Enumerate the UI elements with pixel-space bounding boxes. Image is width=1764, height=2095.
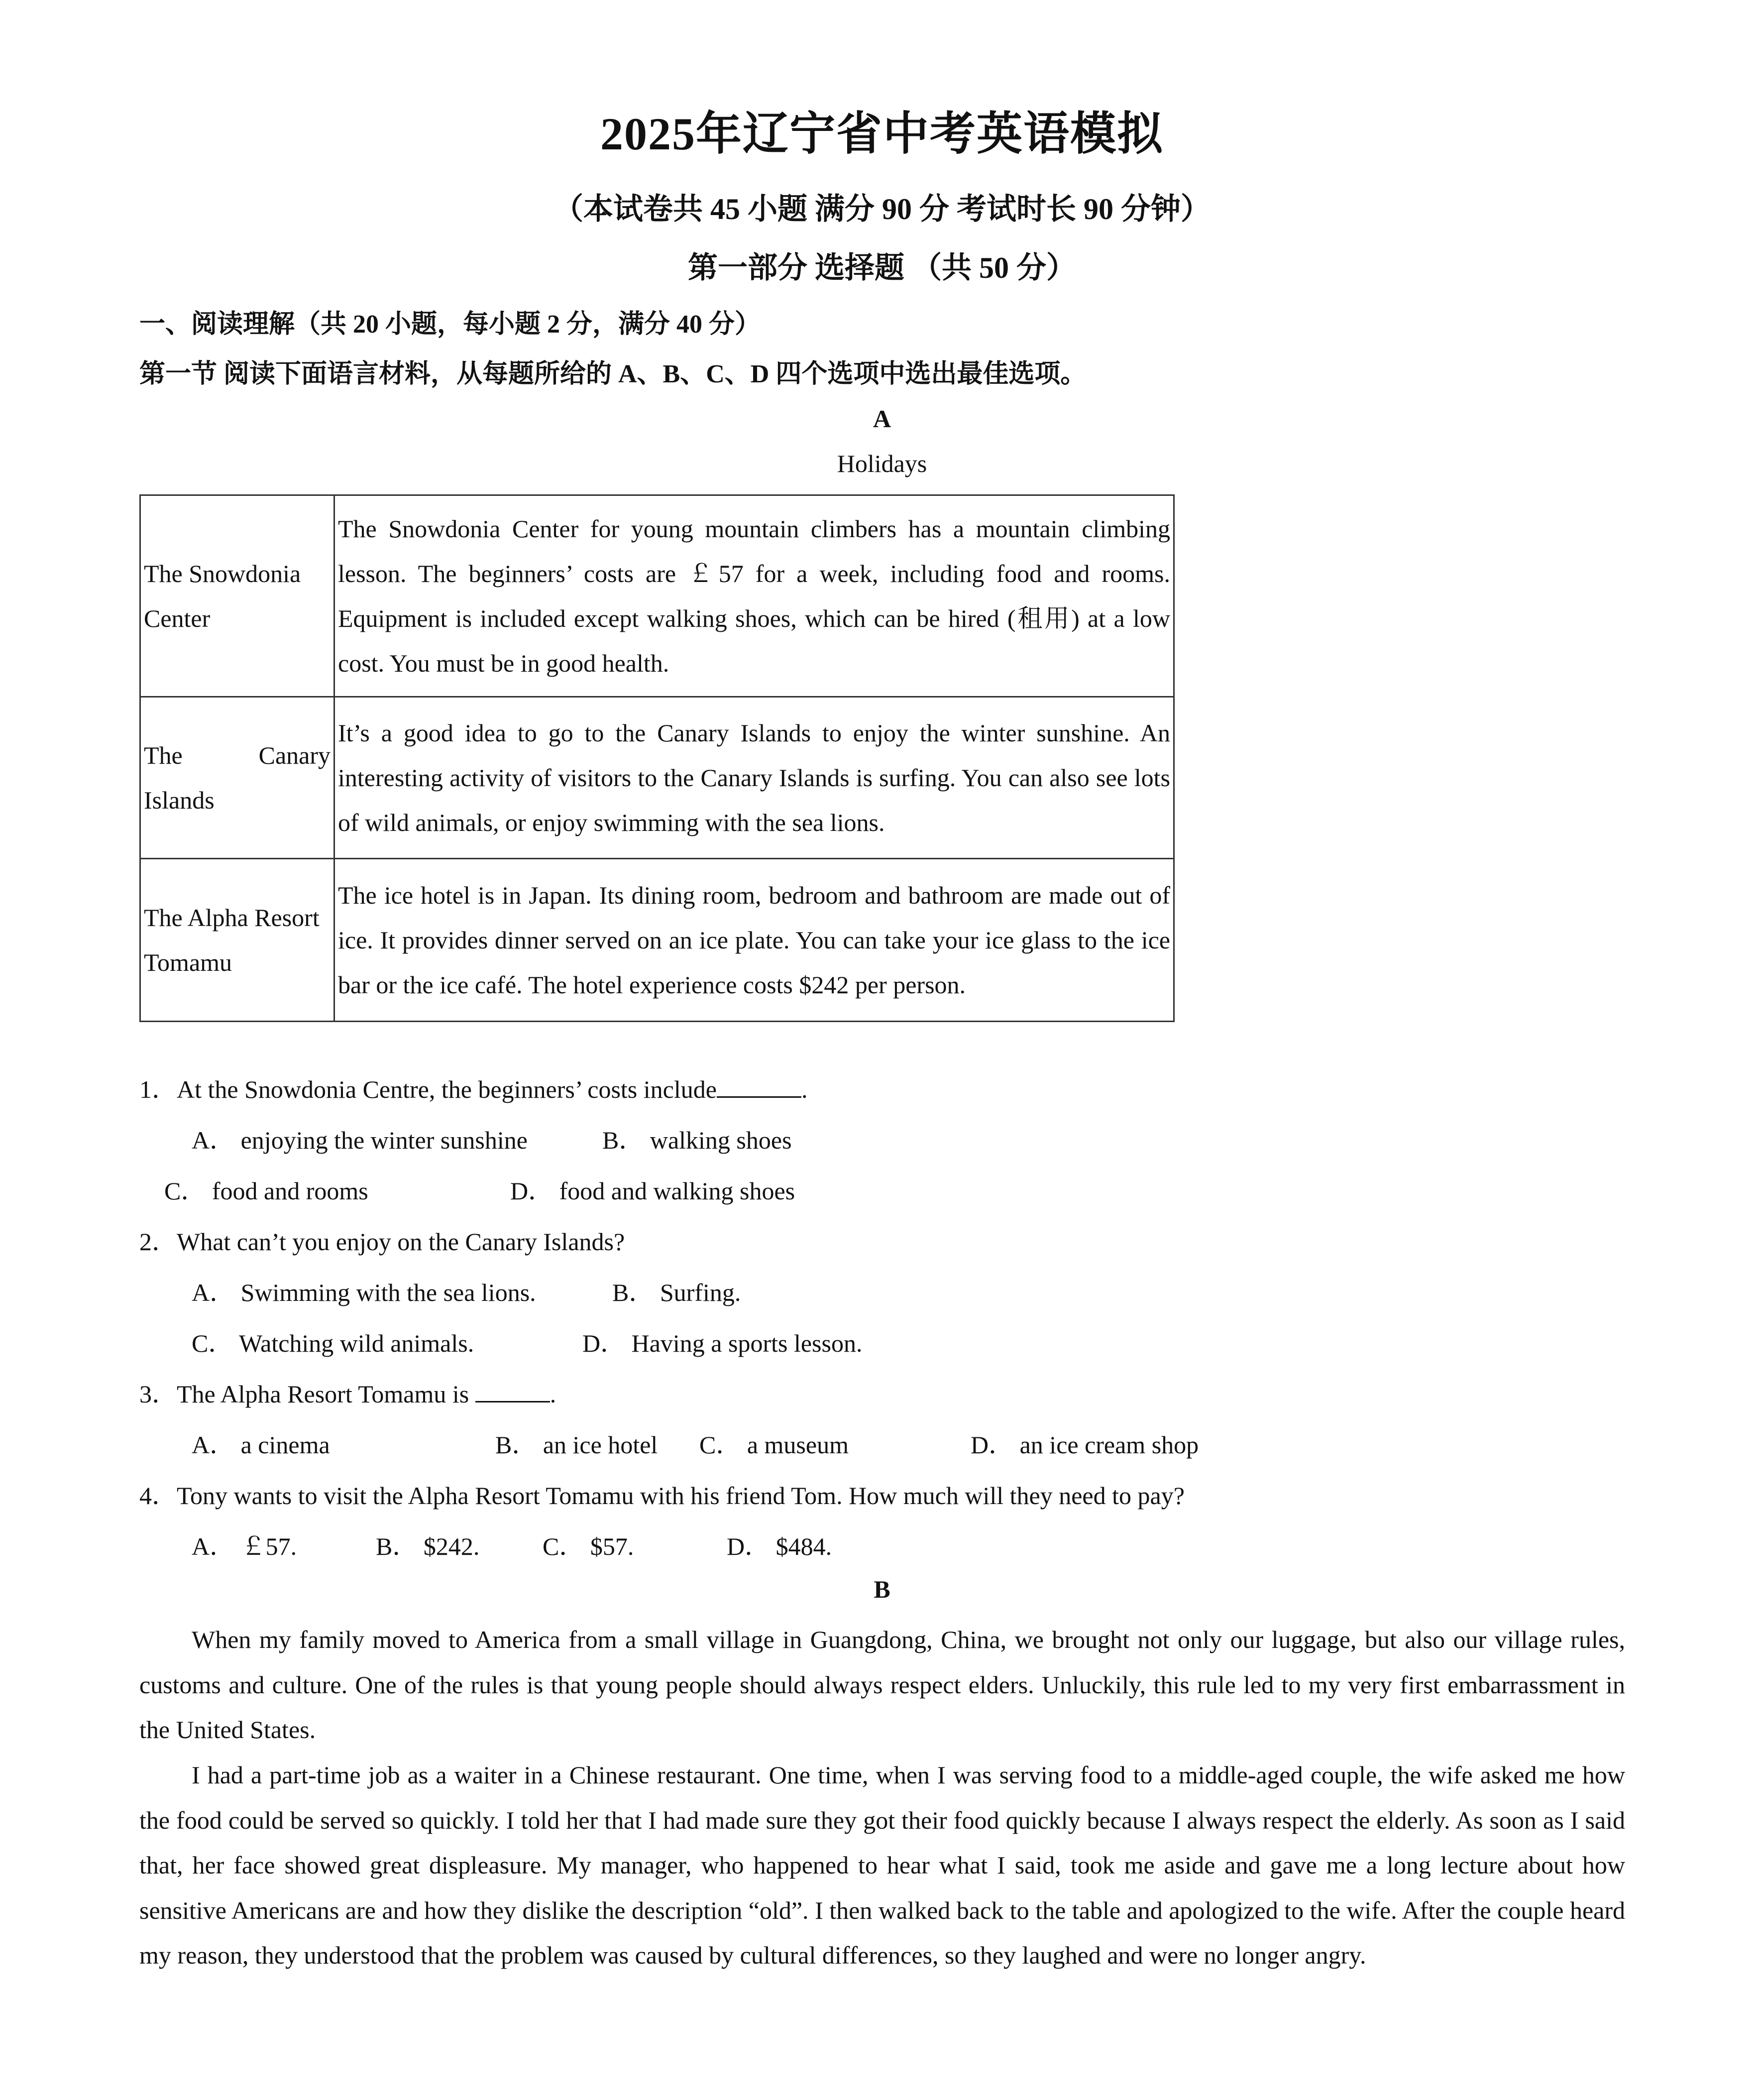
question-3-option-c[interactable]: C． a museum	[699, 1431, 849, 1459]
stem-end: .	[801, 1075, 808, 1103]
part-heading: 第一部分 选择题 （共 50 分）	[688, 251, 1076, 284]
question-4-option-b[interactable]: B． $242.	[376, 1532, 480, 1560]
question-4-option-a[interactable]: A． ￡57.	[192, 1532, 297, 1560]
question-4-stem: 4．Tony wants to visit the Alpha Resort Tomamu with his friend Tom. How much will they need to pay?	[139, 1482, 1185, 1510]
exam-subtitle: （本试卷共 45 小题 满分 90 分 考试时长 90 分钟）	[553, 193, 1211, 226]
place-line: The Canary	[144, 741, 331, 769]
question-1-option-b[interactable]: B． walking shoes	[602, 1126, 792, 1154]
passage-a-title: Holidays	[837, 450, 927, 477]
table-description-cell: The ice hotel is in Japan. Its dining room, bedroom and bathroom are made out of ice. It provides dinner served on an ice plate. You can take your ice glass to the ice bar or the ice café. The hotel experience costs $242 per person.	[334, 859, 1174, 1022]
question-stem-text: 3．The Alpha Resort Tomamu is	[139, 1380, 469, 1408]
question-1-option-d[interactable]: D． food and walking shoes	[510, 1177, 795, 1205]
table-row	[140, 859, 1174, 1022]
question-3-stem	[139, 1374, 556, 1410]
question-3-option-d[interactable]: D． an ice cream shop	[971, 1431, 1199, 1459]
section-heading: 一、阅读理解（共 20 小题，每小题 2 分，满分 40 分）	[139, 310, 761, 339]
question-2-stem: 2．What can’t you enjoy on the Canary Islands?	[139, 1228, 625, 1256]
place-line: Islands	[144, 786, 215, 814]
exam-title: 2025年辽宁省中考英语模拟	[600, 109, 1164, 159]
answer-blank	[717, 1076, 801, 1098]
table-row	[140, 697, 1174, 859]
question-stem-text: 1．At the Snowdonia Centre, the beginners’ costs include	[139, 1075, 717, 1103]
table-row	[140, 495, 1174, 697]
question-3-option-a[interactable]: A． a cinema	[192, 1431, 330, 1459]
table-description-cell: It’s a good idea to go to the Canary Islands to enjoy the winter sunshine. An interesting activity of visitors to the Canary Islands is surfing. You can also see lots of wild animals, or enjoy swimming with the sea lions.	[334, 697, 1174, 859]
place-line: Tomamu	[144, 948, 232, 976]
question-2-option-b[interactable]: B． Surfing.	[612, 1279, 741, 1306]
stem-end: .	[550, 1380, 556, 1408]
answer-blank	[475, 1381, 550, 1402]
passage-b-paragraph: I had a part-time job as a waiter in a Chinese restaurant. One time, when I was serving food to a middle-aged couple, the wife asked me how the food could be served so quickly. I told her that I had made sure they got their food quickly because I always respect the elderly. As soon as I said that, her face showed great displeasure. My manager, who happened to hear what I said, took me aside and gave me a long lecture about how sensitive Americans are and how they dislike the description “old”. I then walked back to the table and apologized to the wife. After the couple heard my reason, they understood that the problem was caused by cultural differences, so they laughed and were no longer angry.	[139, 1761, 1625, 1970]
place-line: The Snowdonia	[144, 560, 301, 587]
section-instruction: 第一节 阅读下面语言材料，从每题所给的 A、B、C、D 四个选项中选出最佳选项。	[139, 360, 1087, 388]
table-place-cell	[140, 697, 334, 859]
question-1-stem	[139, 1069, 807, 1105]
question-1-option-a[interactable]: A． enjoying the winter sunshine	[192, 1126, 528, 1154]
passage-a-label: A	[873, 405, 891, 433]
table-description-cell: The Snowdonia Center for young mountain climbers has a mountain climbing lesson. The beginners’ costs are ￡57 for a week, including food and rooms. Equipment is included except walking shoes, which can be hired (租用) at a low cost. You must be in good health.	[334, 495, 1174, 697]
place-line: Center	[144, 604, 211, 632]
passage-b-label: B	[874, 1575, 890, 1603]
passage-b-paragraph: When my family moved to America from a small village in Guangdong, China, we brought not only our luggage, but also our village rules, customs and culture. One of the rules is that young people should always respect elders. Unluckily, this rule led to my very first embarrassment in the United States.	[139, 1626, 1625, 1744]
question-4-option-c[interactable]: C． $57.	[543, 1532, 634, 1560]
question-2-option-d[interactable]: D． Having a sports lesson.	[582, 1329, 863, 1357]
question-4-option-d[interactable]: D． $484.	[727, 1532, 832, 1560]
question-1-option-c[interactable]: C． food and rooms	[164, 1177, 368, 1205]
question-2-option-c[interactable]: C． Watching wild animals.	[192, 1329, 474, 1357]
question-2-option-a[interactable]: A． Swimming with the sea lions.	[192, 1279, 536, 1306]
table-place-cell	[140, 859, 334, 1022]
table-place-cell	[140, 495, 334, 697]
place-line: The Alpha Resort	[144, 904, 320, 931]
holidays-table	[139, 494, 1175, 1022]
question-3-option-b[interactable]: B． an ice hotel	[495, 1431, 658, 1459]
